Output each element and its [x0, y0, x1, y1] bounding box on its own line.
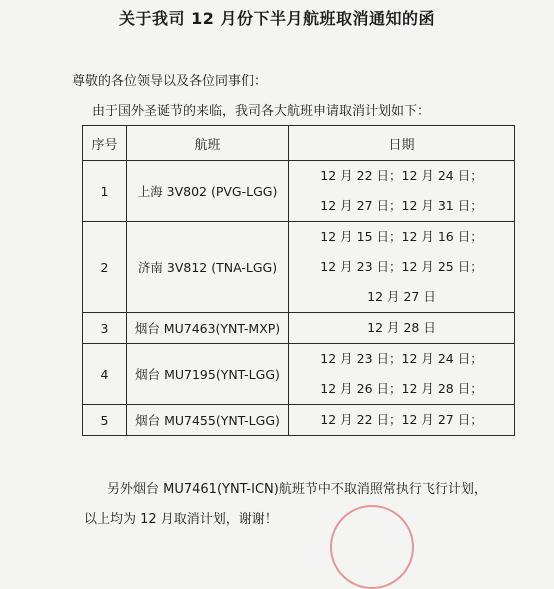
- date-line: 12 月 27 日；12 月 31 日；: [320, 198, 483, 213]
- table-row: [83, 313, 515, 344]
- row-dates: [289, 222, 515, 313]
- row-flight: 上海 3V802 (PVG-LGG): [127, 161, 289, 222]
- header-flight: 航班: [127, 126, 289, 161]
- row-flight: 烟台 MU7195(YNT-LGG): [127, 344, 289, 405]
- row-number: 5: [83, 405, 127, 436]
- flight-cancellation-table: [82, 125, 515, 436]
- row-dates: [289, 405, 515, 436]
- date-line: 12 月 23 日；12 月 24 日；: [320, 351, 483, 366]
- footer-closing: 以上均为 12 月取消计划，谢谢！: [84, 512, 278, 527]
- header-date: 日期: [289, 126, 515, 161]
- row-number: 3: [83, 313, 127, 344]
- row-number: 1: [83, 161, 127, 222]
- date-line: 12 月 28 日: [367, 320, 436, 335]
- table-row: [83, 161, 515, 222]
- row-flight: 济南 3V812 (TNA-LGG): [127, 222, 289, 313]
- row-flight: 烟台 MU7455(YNT-LGG): [127, 405, 289, 436]
- row-number: 4: [83, 344, 127, 405]
- header-number: 序号: [83, 126, 127, 161]
- row-dates: [289, 161, 515, 222]
- date-line: 12 月 26 日；12 月 28 日；: [320, 381, 483, 396]
- date-line: 12 月 22 日；12 月 27 日；: [320, 412, 483, 427]
- intro-paragraph: 由于国外圣诞节的来临，我司各大航班申请取消计划如下：: [92, 104, 431, 119]
- table-header-row: [83, 126, 515, 161]
- table-row: [83, 222, 515, 313]
- date-line: 12 月 22 日；12 月 24 日；: [320, 168, 483, 183]
- greeting: 尊敬的各位领导以及各位同事们：: [72, 74, 268, 89]
- company-seal-icon: [330, 505, 414, 589]
- table-row: [83, 344, 515, 405]
- date-line: 12 月 15 日；12 月 16 日；: [320, 229, 483, 244]
- row-dates: [289, 344, 515, 405]
- date-line: 12 月 23 日；12 月 25 日；: [320, 259, 483, 274]
- row-dates: [289, 313, 515, 344]
- row-flight: 烟台 MU7463(YNT-MXP): [127, 313, 289, 344]
- document-title: 关于我司 12 月份下半月航班取消通知的函: [119, 9, 435, 28]
- footer-note: 另外烟台 MU7461(YNT-ICN)航班节中不取消照常执行飞行计划，: [107, 482, 487, 497]
- row-number: 2: [83, 222, 127, 313]
- table-row: [83, 405, 515, 436]
- date-line: 12 月 27 日: [367, 289, 436, 304]
